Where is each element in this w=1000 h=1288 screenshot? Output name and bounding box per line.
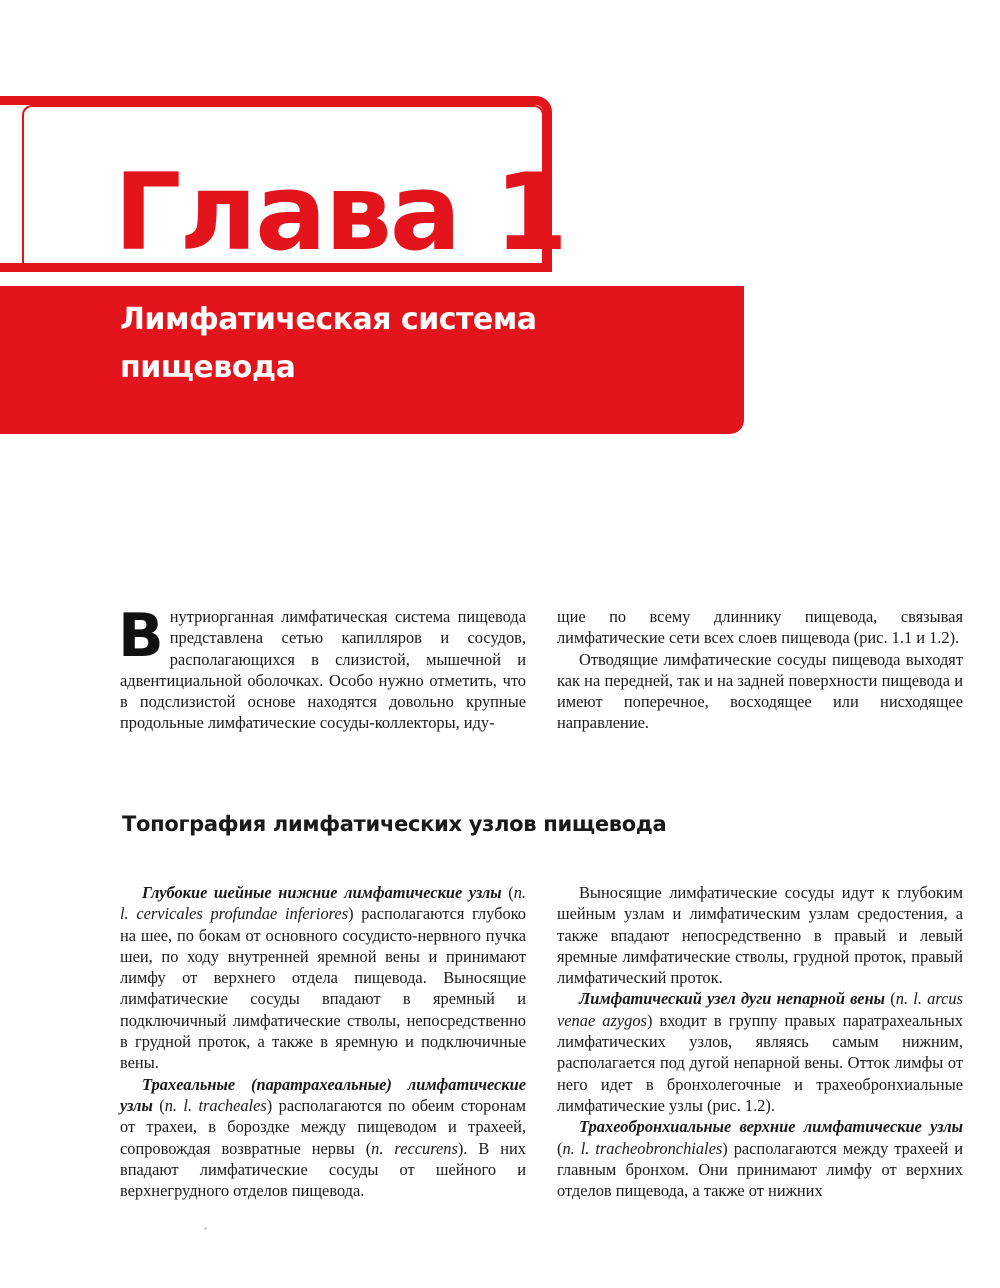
chapter-title: Лимфатическая система пищевода <box>120 302 537 385</box>
paragraph-tracheobronchial-nodes: Трахеобронхиальные верхние лимфатические узлы (n. l. tracheobronchiales) располагаются между трахеей и главным бронхом. Они принимают лимфу от верхних отделов пищевода, а также от нижних <box>557 1117 964 1201</box>
paragraph-text: располагаются между трахеей и главным бронхом. Они принимают лимфу от верхних отделов пищевода, а также от нижних <box>557 1138 964 1201</box>
section-right-column <box>557 882 963 1201</box>
scan-speck <box>204 1227 207 1230</box>
term: Лимфатический узел дуги непарной вены <box>579 989 886 1009</box>
term: Трахеобронхиальные верхние лимфатические узлы <box>579 1117 963 1137</box>
intro-left-text: нутриорганная лимфатическая система пищевода представлена сетью капилляров и сосудов, располагающихся в слизистой, мышечной и адвентициальной оболочках. Особо нужно отметить, что в подслизистой основе находятся довольно крупные продольные лимфатические сосуды-коллекторы, иду- <box>120 607 526 733</box>
paragraph-text: располагаются по обеим сторонам от трахеи, в бороздке между пищеводом и трахеей, сопровождая возвратные нервы <box>120 1095 526 1158</box>
term: Трахеальные (паратрахеальные) лимфатические узлы <box>120 1074 526 1115</box>
section-heading: Топография лимфатических узлов пищевода <box>122 812 667 836</box>
intro-right-paragraph-2: Отводящие лимфатические сосуды пищевода выходят как на передней, так и на задней поверхности пищевода и имеют поперечное, восходящее или нисходящее направление. <box>557 649 963 733</box>
latin-name: n. l. cervicales profundae inferiores <box>120 883 526 924</box>
latin-name: n. l. arcus venae azygos <box>557 989 963 1030</box>
paragraph-deep-cervical-nodes: Глубокие шейные нижние лимфатические узлы (n. l. cervicales profundae inferiores) располагаются глубоко на шее, по бокам от основного сосудисто-нервного пучка шеи, по ходу внутренней яремной вены и принимают лимфу от верхнего отдела пищевода. Выносящие лимфатические сосуды впадают в яремный и подключичный лимфатические стволы, непосредственно в грудной проток, а также в яремную и подключичные вены. <box>120 883 526 1073</box>
latin-name: n. l. tracheales <box>164 1095 267 1115</box>
section-left-column <box>120 882 526 1201</box>
intro-left-column <box>118 601 526 734</box>
paragraph-text: располагаются глубоко на шее, по бокам от основного сосудисто-нервного пучка шеи, по ходу внутренней яремной вены и принимают лимфу от верхнего отдела пищевода. Выносящие лимфатические сосуды впадают в яремный и подключичный лимфатические стволы, непосредственно в грудной проток, а также в яремную и подключичные вены. <box>120 904 526 1073</box>
term: Глубокие шейные нижние лимфатические узлы <box>142 883 502 902</box>
latin-name: n. l. tracheobronchiales <box>562 1138 723 1158</box>
drop-cap: В <box>118 601 164 671</box>
paragraph-tracheal-nodes: Трахеальные (паратрахеальные) лимфатические узлы (n. l. tracheales) располагаются по обеим сторонам от трахеи, в бороздке между пищеводом и трахеей, сопровождая возвратные нервы (n. reccurens). В них впадают лимфатические сосуды от шейного и верхнегрудного отделов пищевода. <box>120 1074 526 1201</box>
intro-paragraph <box>118 601 526 734</box>
chapter-label: Глава 1 <box>114 160 566 270</box>
intro-right-column <box>557 606 963 734</box>
latin-name: n. reccurens <box>371 1138 458 1158</box>
paragraph-efferent-vessels: Выносящие лимфатические сосуды идут к глубоким шейным узлам и лимфатическим узлам средостения, а также впадают непосредственно в правый и левый яремные лимфатические стволы, грудной проток, правый лимфатический проток. <box>557 883 963 988</box>
paragraph-azygos-node: Лимфатический узел дуги непарной вены (n. l. arcus venae azygos) входит в группу правых паратрахеальных лимфатических узлов, являясь самым нижним, располагается под дугой непарной вены. Отток лимфы от него идет в бронхолегочные и трахеобронхиальные лимфатические узлы (рис. 1.2). <box>557 989 963 1115</box>
paragraph-text: входит в группу правых паратрахеальных лимфатических узлов, являясь самым нижним, располагается под дугой непарной вены. Отток лимфы от него идет в бронхолегочные и трахеобронхиальные лимфатические узлы (рис. 1.2). <box>557 1010 963 1115</box>
intro-right-paragraph-1: щие по всему длиннику пищевода, связывая лимфатические сети всех слоев пищевода (рис. 1.1 и 1.2). <box>557 607 963 648</box>
paragraph-text: . В них впадают лимфатические сосуды от шейного и верхнегрудного отделов пищевода. <box>120 1138 526 1201</box>
